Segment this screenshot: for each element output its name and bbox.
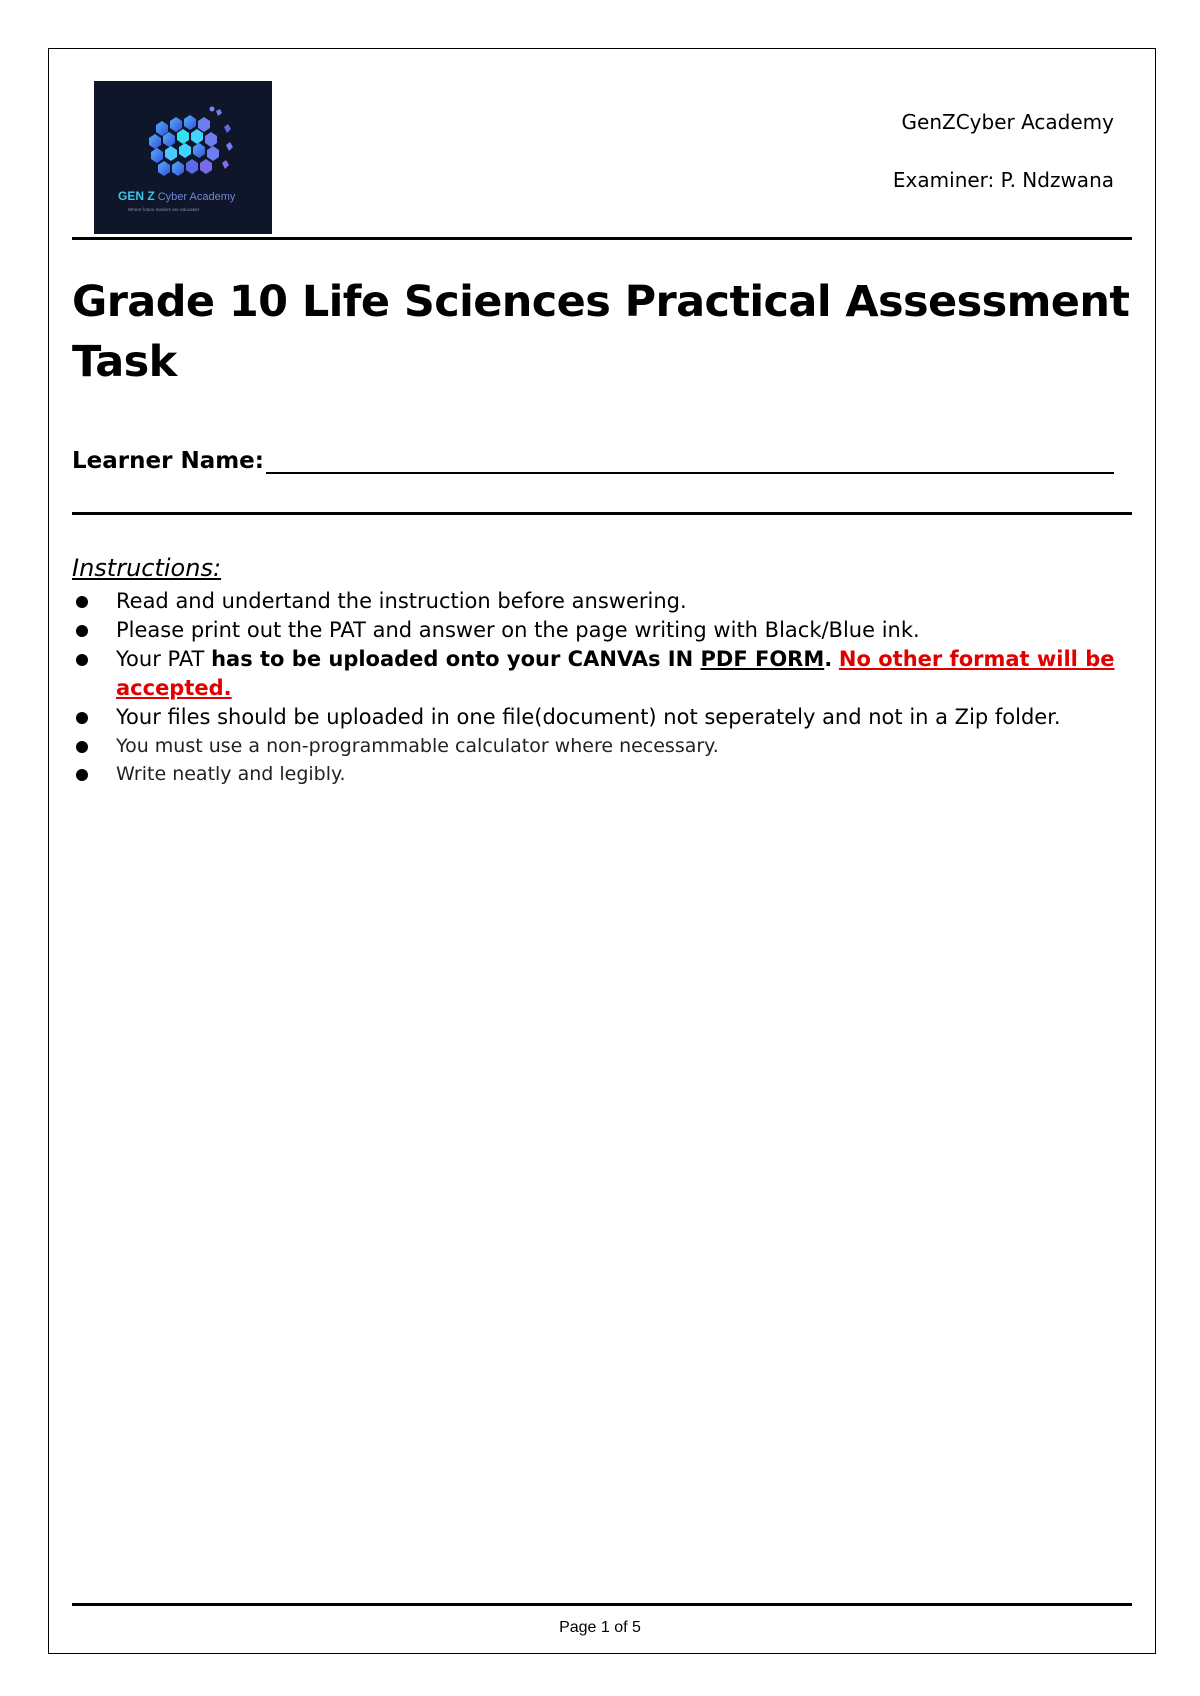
list-item: Your files should be uploaded in one file(document) not seperately and not in a Zip folder. — [72, 703, 1132, 732]
list-item: Please print out the PAT and answer on the page writing with Black/Blue ink. — [72, 616, 1132, 645]
instructions-heading: Instructions: — [72, 554, 222, 582]
bullet-icon — [76, 769, 88, 781]
bullet-icon — [76, 741, 88, 753]
header-divider — [72, 237, 1132, 240]
learner-name-label: Learner Name: — [72, 448, 264, 474]
list-item: Read and undertand the instruction before answering. — [72, 587, 1132, 616]
school-name: GenZCyber Academy — [901, 110, 1114, 134]
list-item: Your PAT has to be uploaded onto your CANVAs IN PDF FORM. No other format will be accepted. — [72, 645, 1132, 703]
list-item: You must use a non-programmable calculator where necessary. — [72, 732, 1132, 760]
learner-name-blank — [266, 448, 1114, 474]
bullet-icon — [76, 625, 88, 637]
academy-logo — [94, 81, 272, 234]
document-title: Grade 10 Life Sciences Practical Assessment Task — [72, 277, 1130, 387]
bullet-icon — [76, 596, 88, 608]
page-number: Page 1 of 5 — [559, 1619, 641, 1636]
pdf-form-emphasis: PDF FORM — [700, 647, 825, 671]
logo-tagline: Where future leaders are educated — [128, 207, 199, 212]
instructions-list — [72, 587, 1132, 788]
bullet-icon — [76, 712, 88, 724]
footer-divider — [72, 1603, 1132, 1606]
learner-name-field — [72, 448, 1114, 474]
list-item: Write neatly and legibly. — [72, 760, 1132, 788]
section-divider — [72, 512, 1132, 515]
bullet-icon — [76, 654, 88, 666]
examiner-name: Examiner: P. Ndzwana — [892, 168, 1114, 192]
logo-wordmark: GEN Z Cyber Academy — [118, 189, 236, 203]
header-info — [893, 93, 1114, 209]
format-warning: No other format will be accepted. — [116, 647, 1115, 700]
